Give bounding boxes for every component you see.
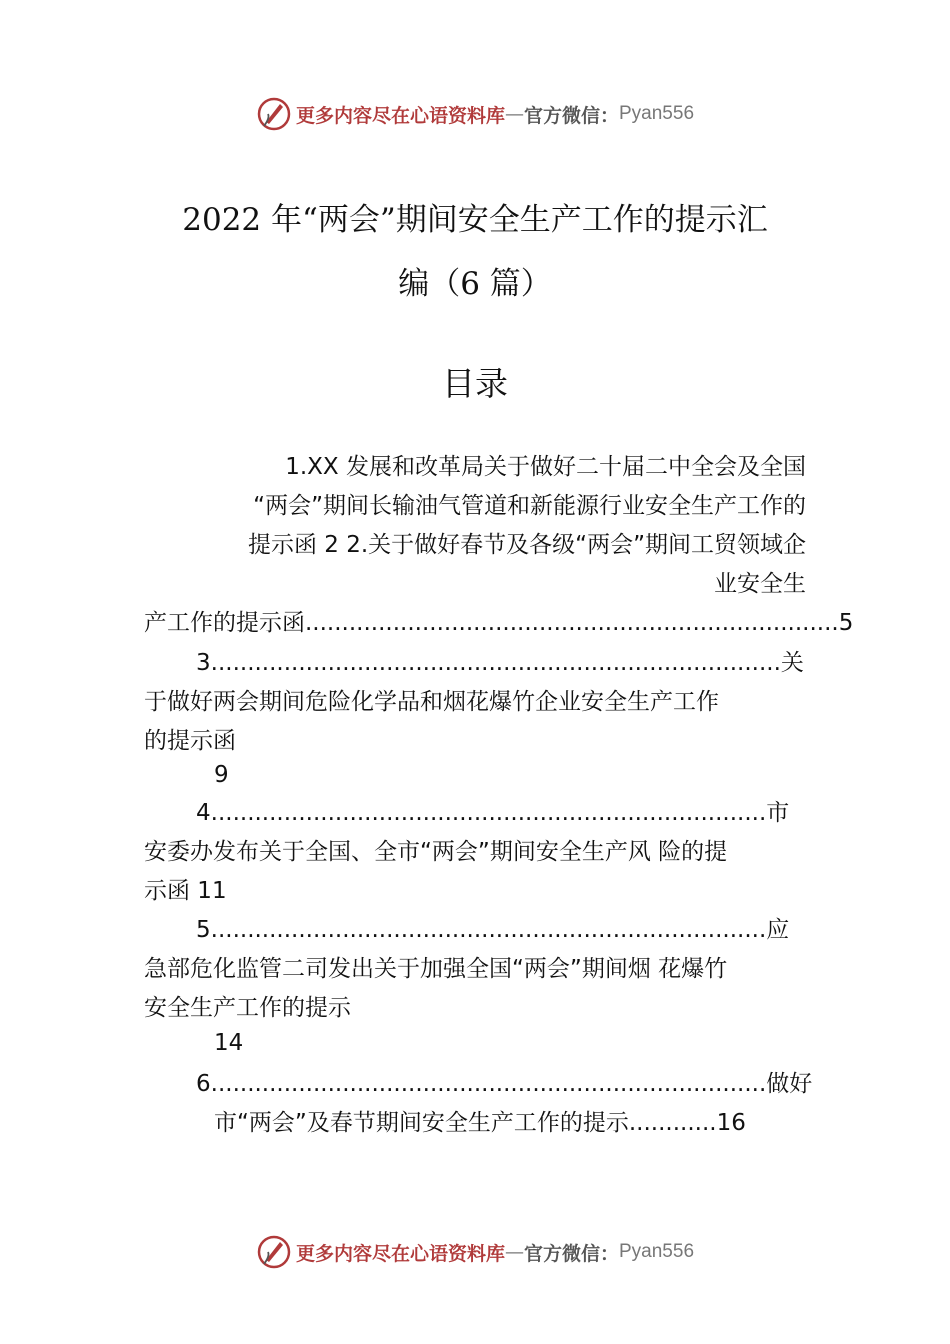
banner-wechat-label: 官方微信： bbox=[523, 104, 619, 127]
quill-logo-icon bbox=[256, 1234, 292, 1270]
document-title-line-2: 编（6 篇） bbox=[398, 266, 552, 302]
toc-line-15: 安全生产工作的提示 bbox=[144, 995, 351, 1021]
banner-separator: — bbox=[504, 103, 524, 125]
banner-wechat-label: 官方微信： bbox=[523, 1242, 619, 1265]
banner-wechat-id: Pyan556 bbox=[619, 103, 695, 124]
quill-logo-icon bbox=[256, 96, 292, 132]
footer-banner bbox=[0, 1232, 950, 1272]
toc-line-7: 于做好两会期间危险化学品和烟花爆竹企业安全生产工作 bbox=[144, 689, 719, 715]
toc-line-9: 9 bbox=[214, 762, 229, 788]
toc-line-14: 急部危化监管二司发出关于加强全国“两会”期间烟 花爆竹 bbox=[144, 956, 728, 982]
toc-line-2: “两会”期间长输油气管道和新能源行业安全生产工作的 bbox=[253, 493, 806, 519]
toc-heading: 目录 bbox=[442, 364, 508, 403]
toc-line-11: 安委办发布关于全国、全市“两会”期间安全生产风 险的提 bbox=[144, 839, 728, 865]
toc-line-16: 14 bbox=[214, 1030, 244, 1056]
toc-line-5: 产工作的提示函.........................................................................5 bbox=[144, 610, 854, 636]
toc-line-4: 业安全生 bbox=[714, 571, 806, 597]
banner-brand: 更多内容尽在心语资料库 bbox=[295, 1242, 505, 1265]
header-banner bbox=[0, 94, 950, 134]
toc-line-10: 4............................................................................市 bbox=[196, 800, 790, 826]
document-title-line-1: 2022 年“两会”期间安全生产工作的提示汇 bbox=[182, 202, 768, 238]
banner-wechat-id: Pyan556 bbox=[619, 1241, 695, 1262]
toc-line-3: 提示函 2 2.关于做好春节及各级“两会”期间工贸领域企 bbox=[247, 532, 806, 558]
toc-line-8: 的提示函 bbox=[144, 728, 236, 754]
banner-brand: 更多内容尽在心语资料库 bbox=[295, 104, 505, 127]
toc-line-12: 示函 11 bbox=[144, 878, 227, 904]
toc-line-1: 1.XX 发展和改革局关于做好二十届二中全会及全国 bbox=[285, 454, 806, 480]
toc-line-17: 6............................................................................做好 bbox=[196, 1071, 813, 1097]
toc-line-6: 3..............................................................................关 bbox=[196, 650, 804, 676]
banner-separator: — bbox=[504, 1241, 524, 1263]
toc-line-13: 5............................................................................应 bbox=[196, 917, 790, 943]
toc-line-18: 市“两会”及春节期间安全生产工作的提示............16 bbox=[214, 1110, 746, 1136]
